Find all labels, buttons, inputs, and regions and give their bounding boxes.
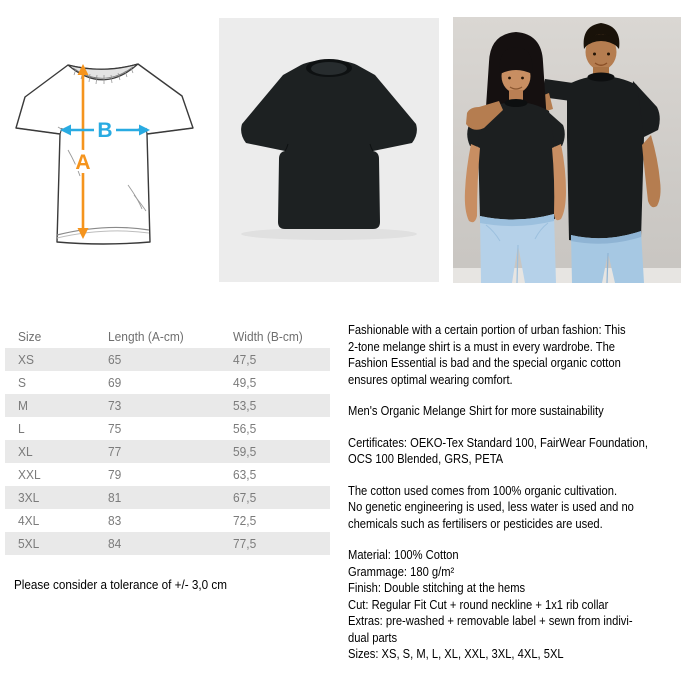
label-b: B (97, 119, 113, 142)
description-subtitle: Men's Organic Melange Shirt for more sustainability (348, 403, 604, 418)
product-photo-flat[interactable] (219, 18, 439, 282)
table-row: 3XL 81 67,5 (5, 486, 330, 509)
description-specs: Material: 100% Cotton Grammage: 180 g/m² Finish: Double stitching at the hems Cut: Regular Fit Cut + round neckline + 1x1 rib collar Extras: pre-washed + removable label + sewn from indivi- dual parts Sizes: XS, S, M, L, XL, XXL, 3XL, 4XL, 5XL (348, 547, 633, 661)
col-length: Length (A-cm) (108, 329, 184, 344)
description-intro: Fashionable with a certain portion of urban fashion: This 2-tone melange shirt is a must in every wardrobe. The Fashion Essential is bad and the special organic cotton ensures optimal wearing comfort. (348, 322, 626, 387)
table-row: S 69 49,5 (18, 375, 257, 390)
tolerance-note: Please consider a tolerance of +/- 3,0 cm (14, 577, 227, 592)
table-row: XS 65 47,5 (5, 348, 330, 371)
table-row: 4XL 83 72,5 (18, 513, 257, 528)
col-width: Width (B-cm) (233, 329, 303, 344)
tshirt-outline-drawing (10, 45, 200, 260)
description-cotton: The cotton used comes from 100% organic cultivation. No genetic engineering is used, less water is used and no chemicals such as fertilisers or pesticides are used. (348, 482, 634, 531)
size-table-header (5, 325, 330, 348)
table-row: XL 77 59,5 (5, 440, 330, 463)
product-description (348, 322, 681, 678)
table-row: XXL 79 63,5 (18, 467, 257, 482)
size-measurement-diagram[interactable] (10, 45, 200, 260)
description-certificates: Certificates: OEKO-Tex Standard 100, FairWear Foundation, OCS 100 Blended, GRS, PETA (348, 434, 648, 466)
table-row: L 75 56,5 (18, 421, 257, 436)
size-table (5, 325, 330, 555)
product-photo-models[interactable] (453, 17, 681, 283)
label-a: A (75, 151, 91, 174)
col-size: Size (18, 329, 42, 344)
table-row: 5XL 84 77,5 (5, 532, 330, 555)
table-row: M 73 53,5 (5, 394, 330, 417)
